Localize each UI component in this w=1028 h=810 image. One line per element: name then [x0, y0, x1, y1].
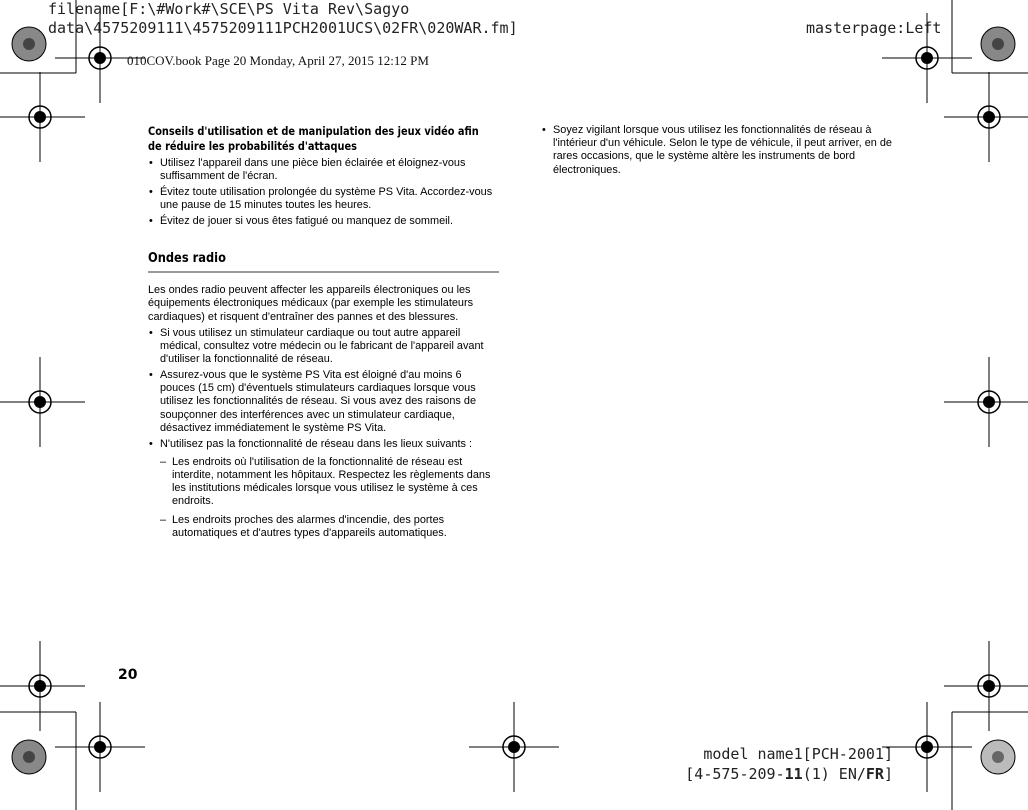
- part-code-lang: FR: [865, 765, 884, 783]
- right-column: [541, 124, 892, 179]
- sub-list-item: – Les endroits où l'utilisation de la fonctionnalité de réseau est interdite, notamment les hôpitaux. Respectez les règlements dans les institutions médicales lorsque vous utilisez le système à ces endroits.: [148, 456, 499, 509]
- registration-mark: [944, 357, 1028, 447]
- section-title-ondes-radio: Ondes radio: [148, 251, 226, 267]
- list-item: [148, 438, 499, 540]
- section-divider: [148, 271, 499, 273]
- star-target-top-left: [12, 27, 46, 61]
- masterpage-label: masterpage:Left: [806, 19, 942, 37]
- list-item-text: N'utilisez pas la fonctionnalité de réseau dans les lieux suivants :: [160, 437, 473, 450]
- model-name: model name1[PCH-2001]: [703, 745, 893, 763]
- footer: [685, 744, 893, 784]
- part-code-mid: (1) EN/: [802, 765, 866, 783]
- registration-mark: [882, 702, 972, 792]
- page-number: 20: [118, 667, 138, 683]
- ondes-radio-list: [148, 327, 499, 540]
- part-code-prefix: [4-575-209-: [685, 765, 785, 783]
- sub-list-item: – Les endroits proches des alarmes d'incendie, des portes automatiques et d'autres types d'appareils automatiques.: [148, 514, 499, 540]
- list-item: • Si vous utilisez un stimulateur cardiaque ou tout autre appareil médical, consultez votre médecin ou le fabricant de l'appareil avant d'utiliser la fonctionnalité de réseau.: [148, 327, 499, 367]
- sub-list: [148, 456, 499, 540]
- list-item: • Évitez de jouer si vous êtes fatigué ou manquez de sommeil.: [148, 215, 499, 228]
- left-column: [148, 124, 499, 543]
- star-target-top-right: [981, 27, 1015, 61]
- part-code-suffix: ]: [883, 765, 893, 783]
- section-title-conseils: Conseils d'utilisation et de manipulation des jeux vidéo afin de réduire les probabilités d'attaques: [148, 124, 479, 153]
- registration-mark: [0, 641, 85, 731]
- list-item: • Évitez toute utilisation prolongée du système PS Vita. Accordez-vous une pause de 15 minutes toutes les heures.: [148, 186, 499, 212]
- conseils-list: [148, 157, 499, 228]
- star-target-bottom-left: [12, 740, 46, 774]
- right-column-list: [541, 124, 892, 177]
- registration-mark: [469, 702, 559, 792]
- filename-line-1: filename[F:\#Work#\SCE\PS Vita Rev\Sagyo: [48, 0, 410, 18]
- registration-mark: [944, 72, 1028, 162]
- registration-mark: [944, 641, 1028, 731]
- star-target-bottom-right: [981, 740, 1015, 774]
- registration-mark: [55, 702, 145, 792]
- registration-mark: [0, 357, 85, 447]
- ondes-radio-intro: Les ondes radio peuvent affecter les appareils électroniques ou les équipements électroniques médicaux (par exemple les stimulateurs cardiaques) et risquent d'entraîner des pannes et des blessures.: [148, 284, 474, 323]
- filename-line-2: data\4575209111\4575209111PCH2001UCS\02FR\020WAR.fm]: [48, 19, 518, 37]
- book-info: 010COV.book Page 20 Monday, April 27, 2015 12:12 PM: [127, 53, 429, 68]
- part-code: [685, 764, 893, 784]
- list-item: • Assurez-vous que le système PS Vita est éloigné d'au moins 6 pouces (15 cm) d'éventuels stimulateurs cardiaques lorsque vous utilisez les fonctionnalités de réseau. Si vous avez des raisons de soupçonner des interférences avec un stimulateur cardiaque, désactivez immédiatement le système PS Vita.: [148, 369, 499, 435]
- part-code-bold: 11: [784, 765, 803, 783]
- registration-mark: [0, 72, 85, 162]
- list-item: • Utilisez l'appareil dans une pièce bien éclairée et éloignez-vous suffisamment de l'écran.: [148, 157, 499, 183]
- list-item: • Soyez vigilant lorsque vous utilisez les fonctionnalités de réseau à l'intérieur d'un véhicule. Selon le type de véhicule, il peut arriver, en de rares occasions, que le système altère les instruments de bord électroniques.: [541, 124, 892, 177]
